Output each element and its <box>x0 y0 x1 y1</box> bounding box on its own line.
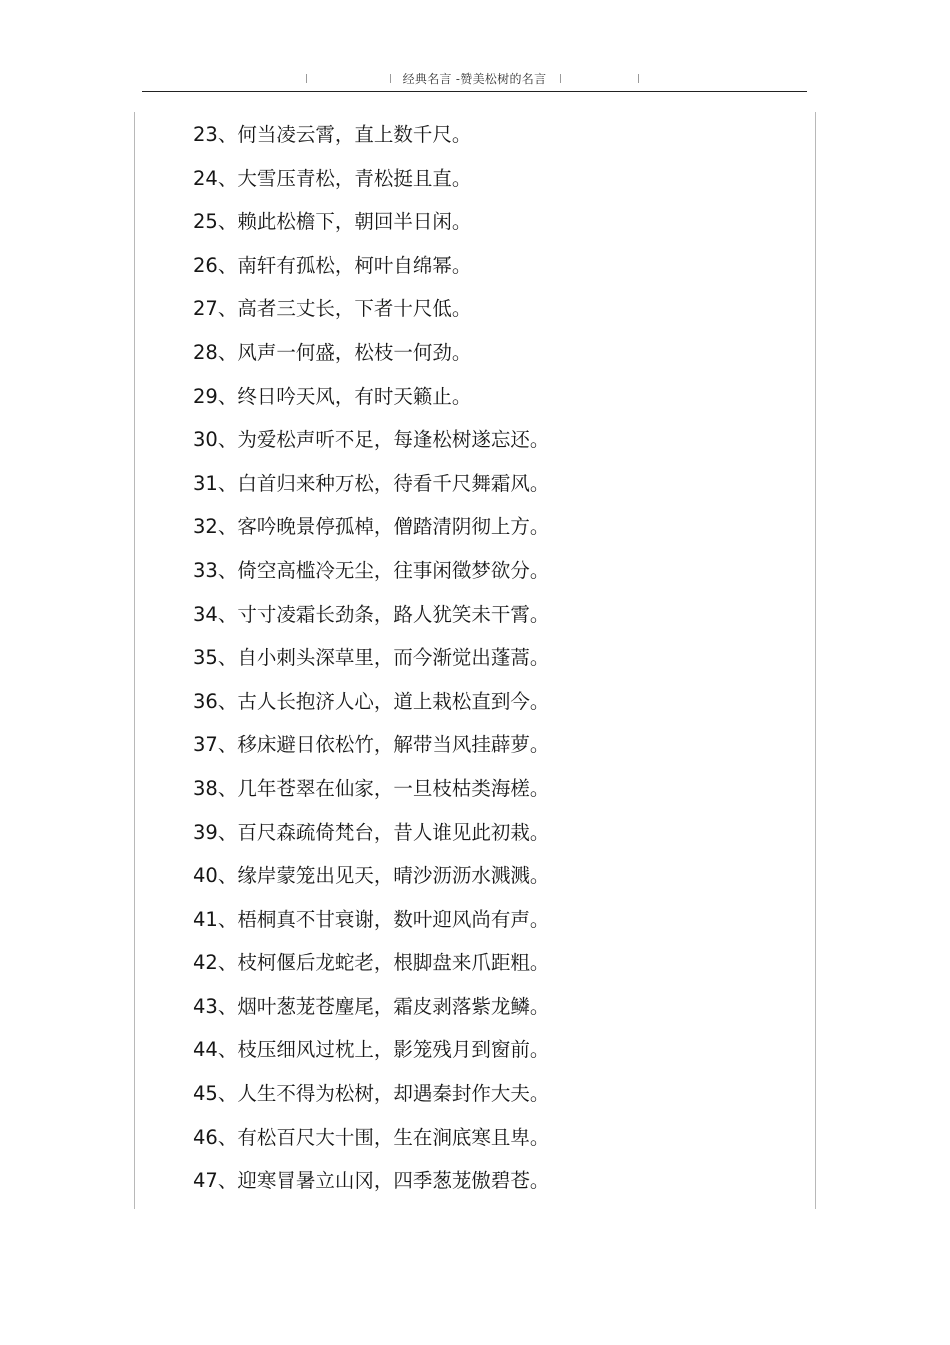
quote-item: 32、客吟晚景停孤棹，僧踏清阴彻上方。 <box>193 515 550 539</box>
quote-item: 24、大雪压青松，青松挺且直。 <box>193 166 472 190</box>
quote-item: 42、枝柯偃后龙蛇老，根脚盘来爪距粗。 <box>193 951 550 975</box>
quote-item: 35、自小刺头深草里，而今渐觉出蓬蒿。 <box>193 646 550 670</box>
quote-item: 28、风声一何盛，松枝一何劲。 <box>193 340 472 364</box>
quote-item: 27、高者三丈长，下者十尺低。 <box>193 297 472 321</box>
quote-item: 39、百尺森疏倚梵台，昔人谁见此初栽。 <box>193 820 550 844</box>
quote-list <box>193 113 549 1203</box>
quote-item: 33、倚空高槛冷无尘，往事闲徵梦欲分。 <box>193 558 550 582</box>
quote-item: 47、迎寒冒暑立山冈，四季葱茏傲碧苍。 <box>193 1169 550 1193</box>
page-header <box>142 64 807 92</box>
quote-item: 34、寸寸凌霜长劲条，路人犹笑未干霄。 <box>193 602 550 626</box>
header-title: 经典名言 -赞美松树的名言 <box>402 72 547 86</box>
quote-item: 26、南轩有孤松，柯叶自绵幂。 <box>193 253 472 277</box>
quote-item: 44、枝压细风过枕上，影笼残月到窗前。 <box>193 1038 550 1062</box>
quote-item: 37、移床避日依松竹，解带当风挂薜萝。 <box>193 733 550 757</box>
quote-item: 46、有松百尺大十围，生在涧底寒且卑。 <box>193 1125 550 1149</box>
quote-item: 43、烟叶葱茏苍麈尾，霜皮剥落紫龙鳞。 <box>193 994 550 1018</box>
quote-item: 30、为爱松声听不足，每逢松树遂忘还。 <box>193 428 550 452</box>
quote-item: 23、何当凌云霄，直上数千尺。 <box>193 123 472 146</box>
right-margin-line <box>815 112 816 1209</box>
quote-item: 40、缘岸蒙笼出见天，晴沙沥沥水溅溅。 <box>193 864 550 888</box>
quote-item: 36、古人长抱济人心，道上栽松直到今。 <box>193 689 550 713</box>
quote-item: 29、终日吟天风，有时天籁止。 <box>193 384 472 408</box>
quote-item: 41、梧桐真不甘衰谢，数叶迎风尚有声。 <box>193 907 550 931</box>
quote-item: 31、白首归来种万松，待看千尺舞霜风。 <box>193 471 550 495</box>
quote-item: 25、赖此松檐下，朝回半日闲。 <box>193 210 472 234</box>
quote-item: 45、人生不得为松树，却遇秦封作大夫。 <box>193 1082 550 1106</box>
quote-item: 38、几年苍翠在仙家，一旦枝枯类海槎。 <box>193 776 550 800</box>
left-margin-line <box>134 112 135 1209</box>
header-rule <box>142 91 807 92</box>
